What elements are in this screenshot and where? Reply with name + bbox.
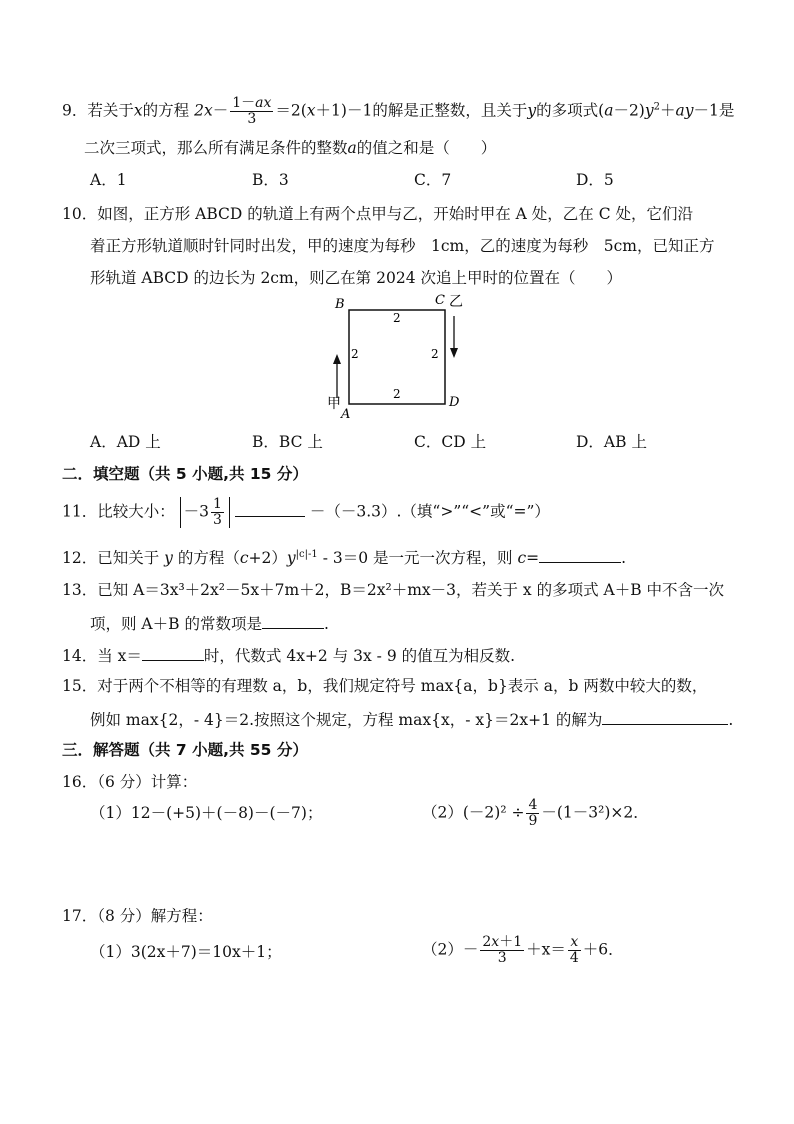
label-a: A xyxy=(341,407,351,422)
q12-text-e: = xyxy=(526,549,540,568)
side-right-label: 2 xyxy=(431,347,439,361)
q14-line xyxy=(62,644,515,666)
q13-line2 xyxy=(90,612,329,634)
q12-text-c: +2） xyxy=(248,549,287,568)
q9-option-d: D．5 xyxy=(576,171,614,189)
q9-option-b: B．3 xyxy=(252,171,289,189)
q15-text-b: . xyxy=(728,711,734,729)
q12-line: 12．已知关于 y 的方程$(c+2)y^{|c|-1} - 3=0$ 是一元一次方程，则 c= . xyxy=(62,545,626,568)
q10-line1: 10．如图，正方形 ABCD 的轨道上有两个点甲与乙，开始时甲在 A 处，乙在 C 处，它们沿 xyxy=(62,205,693,223)
q15-text-a: 例如 max{2，- 4}＝2.按照这个规定，方程 max{x，- x}＝2x+1 的解为 xyxy=(90,711,603,729)
q17-part2-c: ＋6． xyxy=(582,940,624,959)
q9-line1: 9．若关于x的方程 2x－ $\frac{1-ax}{3}$ ＝2(x＋1)－1的解是正整数，且关于y的多项式$(a-2)y^2+ay-1$是 xyxy=(62,95,735,127)
q9-text-d: 的多项式 xyxy=(536,101,599,120)
q16-part2-b: －(1－3²)×2． xyxy=(541,803,649,822)
q17-part2-b: ＋x＝ xyxy=(526,940,566,959)
q16-head: 16．（6 分）计算： xyxy=(62,773,198,791)
q13-text-b: . xyxy=(323,615,329,633)
q10-option-d: D．AB 上 xyxy=(576,433,647,451)
q10-option-b: B．BC 上 xyxy=(252,433,323,451)
q9-fraction: $\frac{1-ax}{3}$ xyxy=(232,95,272,127)
q14-text-b: 时，代数式 4x+2 与 3x - 9 的值互为相反数. xyxy=(203,647,516,665)
q11-text-b: －（－3.3）.（填“>”“<”或“=”） xyxy=(309,502,550,521)
q16-fraction: $\frac{4}{9}$ xyxy=(528,797,538,829)
q16-part1: （1）12－(+5)＋(－8)－(－7)； xyxy=(90,804,323,822)
q10-line3: 形轨道 ABCD 的边长为 2cm，则乙在第 2024 次追上甲时的位置在（ ） xyxy=(90,269,622,287)
q13-line1: 13．已知 A＝3x³＋2x²－5x＋7m＋2，B＝2x²＋mx－3，若关于 x 的多项式 A＋B 中不含一次 xyxy=(62,581,725,599)
q17-part1: （1）3(2x＋7)＝10x＋1； xyxy=(90,943,282,961)
q15-line1: 15．对于两个不相等的有理数 a，b，我们规定符号 max{a，b}表示 a，b 两数中较大的数， xyxy=(62,677,708,695)
q13-answer-blank[interactable] xyxy=(262,612,324,629)
q9-text-a: 9．若关于 xyxy=(62,101,134,120)
section-fill-in: 二．填空题（共 5 小题,共 15 分） xyxy=(62,465,308,483)
q12-text-a: 12．已知关于 xyxy=(62,549,165,568)
q12-answer-blank[interactable] xyxy=(539,546,621,563)
q10-line2: 着正方形轨道顺时针同时出发，甲的速度为每秒 1cm，乙的速度为每秒 5cm，已知正方 xyxy=(90,237,715,255)
arrow-up-head-icon xyxy=(333,354,341,364)
square-track-figure xyxy=(325,290,475,422)
label-d: D xyxy=(449,395,460,410)
section-solve: 三．解答题（共 7 小题,共 55 分） xyxy=(62,741,308,759)
q17-part2 xyxy=(422,935,624,966)
q11-text-a: 11．比较大小： xyxy=(62,502,175,521)
q11-line xyxy=(62,497,550,528)
q16-part2-a: （2）(－2)² ÷ xyxy=(422,803,525,822)
q11-answer-blank[interactable] xyxy=(235,500,305,517)
q15-line2 xyxy=(90,708,733,730)
q9-text-l2: 二次三项式，那么所有满足条件的整数 xyxy=(84,139,348,157)
q9-text-c: 的解是正整数，且关于 xyxy=(372,101,528,120)
q17-fraction-1: $\frac{2x+1}{3}$ xyxy=(482,934,523,966)
arrow-down-head-icon xyxy=(450,348,458,358)
q9-text-e: 是 xyxy=(718,101,735,120)
q13-text-a: 项，则 A＋B 的常数项是 xyxy=(90,615,262,633)
label-b: B xyxy=(335,297,345,312)
q17-fraction-2: $\frac{x}{4}$ xyxy=(569,934,579,966)
q15-answer-blank[interactable] xyxy=(602,708,728,725)
q12-text-b: 的方程（ xyxy=(172,549,240,568)
q10-option-c: C．CD 上 xyxy=(414,433,487,451)
q16-part2 xyxy=(422,798,649,829)
side-top-label: 2 xyxy=(393,311,401,325)
q14-answer-blank[interactable] xyxy=(142,644,204,661)
q9-line2: 二次三项式，那么所有满足条件的整数a的值之和是（ ） xyxy=(84,139,497,157)
q11-absolute-value: －3 $\frac{1}{3}$ xyxy=(180,497,230,528)
label-jia: 甲 xyxy=(327,396,341,412)
q9-text-l2b: 的值之和是（ ） xyxy=(356,139,497,157)
side-left-label: 2 xyxy=(351,347,359,361)
q17-head: 17．（8 分）解方程： xyxy=(62,907,213,925)
label-yi: 乙 xyxy=(449,294,463,310)
q14-text-a: 14．当 x＝ xyxy=(62,647,142,665)
label-c: C xyxy=(435,293,445,308)
q9-option-a: A．1 xyxy=(90,171,127,189)
q12-text-d: - 3＝0 是一元一次方程，则 xyxy=(317,549,518,568)
q9-text-b: 的方程 xyxy=(142,101,190,120)
q17-part2-a: （2）－ xyxy=(422,940,479,959)
q9-option-c: C．7 xyxy=(414,171,452,189)
q12-text-f: . xyxy=(621,549,627,568)
q10-option-a: A．AD 上 xyxy=(90,433,161,451)
side-bottom-label: 2 xyxy=(393,387,401,401)
